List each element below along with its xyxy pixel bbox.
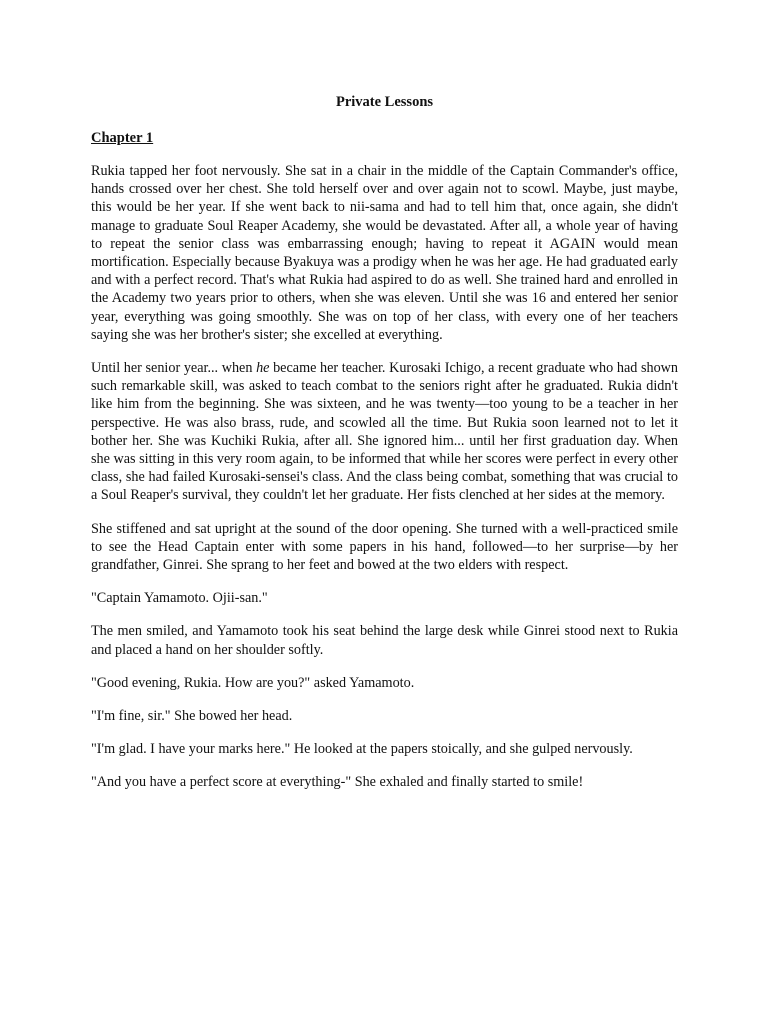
paragraph-1: Rukia tapped her foot nervously. She sat in a chair in the middle of the Captain Commander's office, hands crossed over her chest. She told herself over and over again not to scowl. Maybe, just maybe, this would be her year. If she went back to nii-sama and had to tell him that, once again, she didn't manage to graduate Soul Reaper Academy, she would be devastated. After all, a whole year of having to repeat the senior class was embarrassing enough; having to repeat it AGAIN would mean mortification. Especially because Byakuya was a prodigy when he was her age. He had graduated early and with a perfect record. That's what Rukia had aspired to do as well. She trained hard and enrolled in the Academy two years prior to others, when she was eleven. Until she was 16 and entered her senior year, everything was going smoothly. She was on top of her class, with every one of her teachers saying she was her brother's sister; she excelled at everything. xyxy=(91,163,678,343)
paragraph-5: The men smiled, and Yamamoto took his seat behind the large desk while Ginrei stood next to Rukia and placed a hand on her shoulder softly. xyxy=(91,623,678,658)
document-body xyxy=(91,92,678,807)
paragraph-2 xyxy=(91,359,678,505)
paragraph-7: "I'm fine, sir." She bowed her head. xyxy=(91,708,293,725)
paragraph-8: "I'm glad. I have your marks here." He looked at the papers stoically, and she gulped nervously. xyxy=(91,741,633,758)
document-title: Private Lessons xyxy=(335,94,434,110)
paragraph-2-part-2: became her teacher. Kurosaki Ichigo, a recent graduate who had shown such remarkable skill, was asked to teach combat to the seniors right after he graduated. Rukia didn't like him from the beginning. She was sixteen, and he was twenty—too young to be a teacher in her perspective. He was also brass, rude, and scowled all the time. But Rukia soon learned not to let it bother her. She was Kuchiki Rukia, after all. She ignored him... until her first graduation day. When she was sitting in this very room again, to be informed that while her scores were perfect in every other class, she had failed Kurosaki-sensei's class. And the class being combat, something that was crucial to a Soul Reaper's survival, they couldn't let her graduate. Her fists clenched at her sides at the memory. xyxy=(91,360,679,504)
paragraph-3: She stiffened and sat upright at the sound of the door opening. She turned with a well-practiced smile to see the Head Captain enter with some papers in his hand, followed—to her surprise—by her grandfather, Ginrei. She sprang to her feet and bowed at the two elders with respect. xyxy=(91,520,678,574)
paragraph-4: "Captain Yamamoto. Ojii-san." xyxy=(91,590,268,607)
chapter-heading: Chapter 1 xyxy=(91,130,154,146)
paragraph-2-part-1: Until her senior year... when xyxy=(91,360,257,377)
paragraph-6: "Good evening, Rukia. How are you?" asked Yamamoto. xyxy=(91,674,415,691)
paragraph-2-emphasis: he xyxy=(256,360,270,377)
paragraph-9: "And you have a perfect score at everything-" She exhaled and finally started to smile! xyxy=(91,774,584,791)
